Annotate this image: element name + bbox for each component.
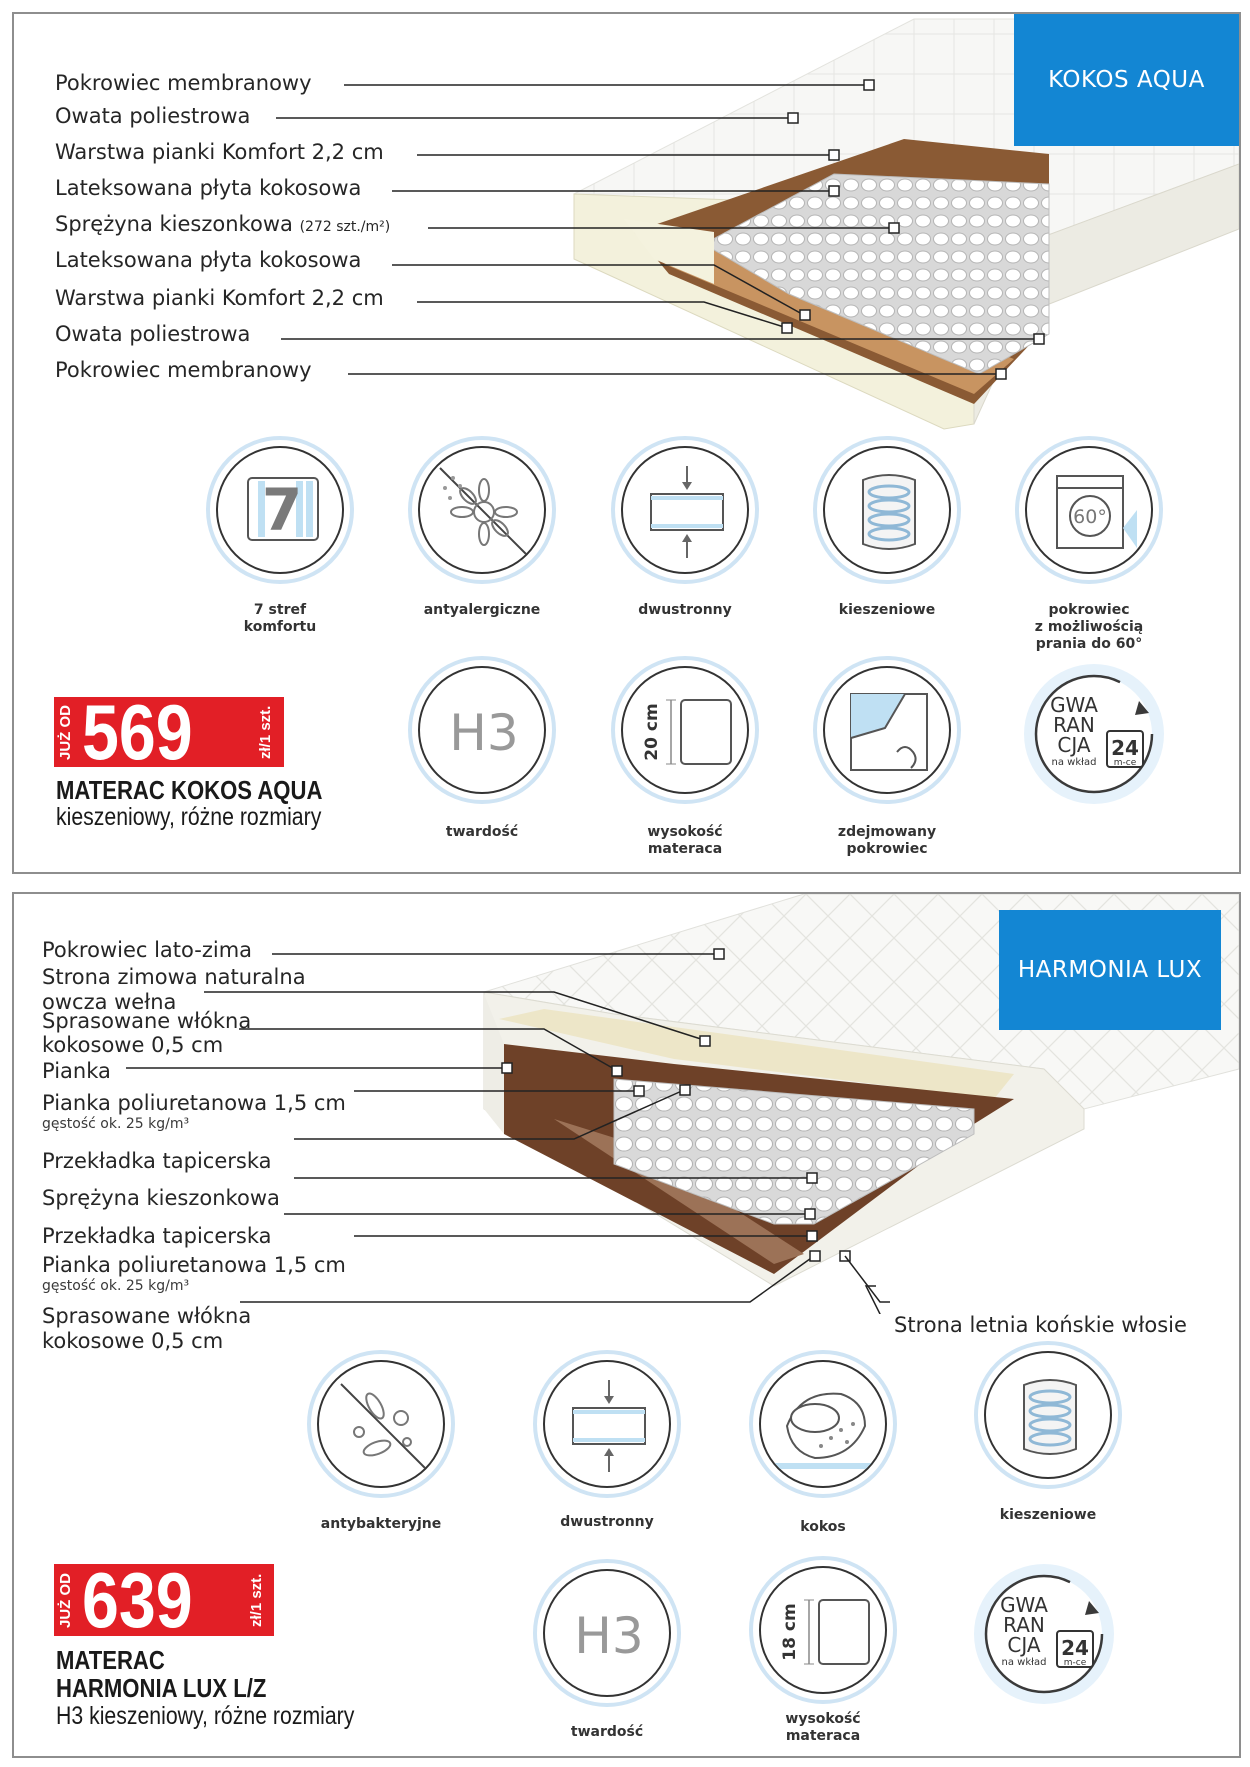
layer-label: Pokrowiec lato-zima — [42, 938, 253, 962]
svg-text:CJA: CJA — [1057, 733, 1091, 757]
layer-label: Pokrowiec membranowy — [55, 71, 312, 95]
svg-text:20 cm: 20 cm — [642, 703, 662, 761]
layer-label: Pianka — [42, 1059, 111, 1083]
svg-text:H3: H3 — [449, 704, 519, 762]
two-sided-icon — [611, 436, 759, 584]
svg-text:GWA: GWA — [1050, 693, 1098, 717]
product-name: MATERAC KOKOS AQUA — [56, 775, 323, 805]
feature-caption: kieszeniowe — [838, 602, 936, 618]
seven-zones-icon — [206, 436, 354, 584]
pocket-spring-icon — [813, 436, 961, 584]
svg-text:na wkład: na wkład — [1001, 1657, 1047, 1668]
svg-text:H3: H3 — [574, 1607, 644, 1665]
product-badge: HARMONIA LUX — [999, 910, 1221, 1030]
antibacterial-icon — [307, 1350, 455, 1498]
hardness-icon — [533, 1559, 681, 1707]
pocket-spring-icon — [974, 1341, 1122, 1489]
guarantee-seal — [969, 1559, 1119, 1709]
product-description: kieszeniowy, różne rozmiary — [56, 803, 322, 831]
guarantee-seal — [1019, 659, 1169, 809]
price-prefix: JUŻ OD — [57, 704, 74, 760]
svg-text:7: 7 — [261, 476, 303, 544]
feature-caption: twardość — [570, 1724, 644, 1740]
feature-caption: kokos — [800, 1519, 846, 1535]
svg-text:60°: 60° — [1073, 506, 1107, 528]
layer-label: Warstwa pianki Komfort 2,2 cm — [55, 286, 384, 310]
layer-note: gęstość ok. 25 kg/m³ — [42, 1278, 190, 1294]
feature-caption: wysokość materaca — [647, 824, 723, 857]
feature-caption: dwustronny — [638, 602, 732, 618]
removable-cover-icon — [813, 656, 961, 804]
svg-text:na wkład: na wkład — [1051, 757, 1097, 768]
feature-caption: kieszeniowe — [999, 1507, 1097, 1523]
price-unit: zł/1 szt. — [257, 705, 274, 759]
price-value: 639 — [82, 1556, 193, 1644]
price-prefix: JUŻ OD — [57, 1572, 74, 1628]
svg-text:CJA: CJA — [1007, 1633, 1041, 1657]
two-sided-icon — [533, 1350, 681, 1498]
svg-text:18 cm: 18 cm — [780, 1603, 800, 1661]
layer-label: Sprasowane włókna — [42, 1304, 252, 1328]
feature-caption: 7 stref komfortu — [243, 602, 317, 635]
svg-text:m-ce: m-ce — [1113, 758, 1137, 768]
height-icon — [611, 656, 759, 804]
layer-label: Sprężyna kieszonkowa — [42, 1186, 280, 1210]
layer-label: Przekładka tapicerska — [42, 1224, 272, 1248]
layer-label: Owata poliestrowa — [55, 104, 251, 128]
price-value: 569 — [82, 688, 193, 776]
layer-label: Pianka poliuretanowa 1,5 cm — [42, 1091, 346, 1115]
layer-label: Lateksowana płyta kokosowa — [55, 176, 362, 200]
feature-caption: pokrowiec z możliwością prania do 60° — [1034, 602, 1144, 652]
feature-caption: twardość — [445, 824, 519, 840]
layer-label: Lateksowana płyta kokosowa — [55, 248, 362, 272]
layer-label: Pianka poliuretanowa 1,5 cm — [42, 1253, 346, 1277]
layer-label: kokosowe 0,5 cm — [42, 1033, 224, 1057]
layer-label: kokosowe 0,5 cm — [42, 1329, 224, 1353]
svg-text:GWA: GWA — [1000, 1593, 1048, 1617]
coconut-icon — [749, 1350, 897, 1498]
feature-caption: dwustronny — [560, 1514, 654, 1530]
washable-cover-icon — [1015, 436, 1163, 584]
layer-label: Sprasowane włókna — [42, 1009, 252, 1033]
feature-caption: antybakteryjne — [320, 1516, 442, 1532]
svg-text:24: 24 — [1061, 1636, 1089, 1660]
product-description: H3 kieszeniowy, różne rozmiary — [56, 1702, 355, 1730]
layer-label: Przekładka tapicerska — [42, 1149, 272, 1173]
height-icon — [749, 1556, 897, 1704]
layer-label: Owata poliestrowa — [55, 322, 251, 346]
product-name: MATERAC — [56, 1645, 165, 1675]
feature-caption: wysokość materaca — [785, 1711, 861, 1744]
price-unit: zł/1 szt. — [248, 1573, 265, 1627]
product-panel-harmonia-lux — [12, 892, 1241, 1758]
svg-text:24: 24 — [1111, 736, 1139, 760]
product-name: HARMONIA LUX L/Z — [56, 1673, 267, 1703]
feature-caption: antyalergiczne — [423, 602, 541, 618]
layer-label: Strona zimowa naturalna — [42, 965, 306, 989]
anti-allergy-icon — [408, 436, 556, 584]
product-badge: KOKOS AQUA — [1014, 14, 1239, 146]
layer-label: Pokrowiec membranowy — [55, 358, 312, 382]
feature-caption: zdejmowany pokrowiec — [837, 824, 937, 857]
hardness-icon — [408, 656, 556, 804]
layer-label: Sprężyna kieszonkowa (272 szt./m²) — [55, 212, 391, 236]
layer-label: Strona letnia końskie włosie — [894, 1313, 1187, 1337]
svg-text:RAN: RAN — [1003, 1613, 1045, 1637]
layer-note: gęstość ok. 25 kg/m³ — [42, 1116, 190, 1132]
svg-text:RAN: RAN — [1053, 713, 1095, 737]
svg-text:m-ce: m-ce — [1063, 1658, 1087, 1668]
product-panel-kokos-aqua — [12, 12, 1241, 874]
layer-label: owcza wełna — [42, 990, 177, 1014]
layer-label: Warstwa pianki Komfort 2,2 cm — [55, 140, 384, 164]
